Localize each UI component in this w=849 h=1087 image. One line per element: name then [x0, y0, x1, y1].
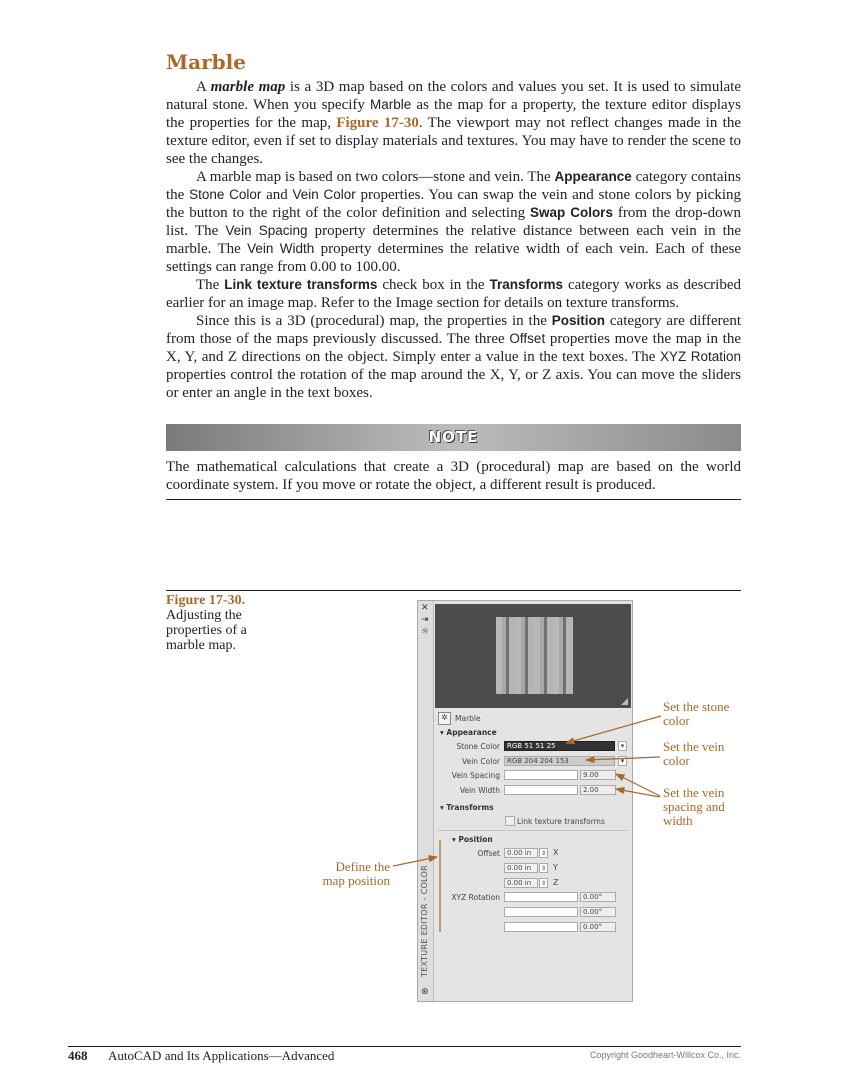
- vein-color-dropdown[interactable]: ▾: [618, 756, 627, 766]
- text-run: A marble map is based on two colors—stone and vein. The: [196, 169, 555, 185]
- vein-width-input[interactable]: 2.00: [580, 785, 616, 795]
- text-run: Swap Colors: [530, 205, 613, 220]
- text-run: Offset: [509, 331, 546, 346]
- close-icon[interactable]: ✕: [421, 603, 429, 613]
- offset-label: Offset: [477, 849, 500, 858]
- text-run: property determines the relative distance between each vein in the marble. The: [166, 223, 742, 257]
- text-run: Link texture transforms: [224, 277, 378, 292]
- stone-color-label: Stone Color: [456, 742, 500, 751]
- stone-annotation: Set the stone color: [663, 699, 730, 728]
- figure-caption-text: Adjusting the properties of a marble map.: [166, 608, 247, 653]
- position-annotation: Define the map position: [322, 859, 390, 888]
- marble-map-icon: ✲: [438, 712, 451, 725]
- position-arrow: [393, 857, 437, 866]
- text-run: and: [261, 187, 293, 203]
- stone-arrow: [566, 716, 661, 743]
- page-number: 468: [68, 1048, 88, 1063]
- transforms-label: Transforms: [446, 803, 494, 812]
- text-run: category contains the: [166, 169, 741, 203]
- text-run: is a 3D map based on the colors and values you set. It is used to simulate natural stone. When you specify: [166, 79, 742, 113]
- text-run: Stone Color: [189, 187, 262, 202]
- section-heading: Marble: [166, 50, 246, 74]
- properties-icon[interactable]: ☼: [421, 627, 430, 637]
- text-run: property determines the relative width of each vein. Each of these settings can range from 0.00 to 100.00.: [166, 241, 741, 275]
- vein-annotation: Set the vein color: [663, 739, 725, 768]
- text-run: Appearance: [554, 169, 632, 184]
- text-run: as the map for a property, the texture editor displays the properties for the map,: [166, 97, 742, 131]
- text-run: Since this is a 3D (procedural) map, the properties in the: [196, 313, 552, 329]
- rotation-input[interactable]: 0.00°: [580, 907, 616, 917]
- text-run: . The viewport may not reflect changes made in the texture editor, even if set to display materials and textures. You may have to render the scene to see the changes.: [166, 115, 741, 167]
- xyz-rotation-label: XYZ Rotation: [451, 893, 500, 902]
- figure-number: Figure 17-30.: [166, 593, 246, 608]
- text-run: XYZ Rotation: [659, 349, 741, 364]
- text-run: check box in the: [377, 277, 490, 293]
- note-text: The mathematical calculations that create a 3D (procedural) map are based on the world coordinate system. If you move or rotate the object, a different result is produced.: [166, 459, 741, 493]
- transforms-header[interactable]: ▾ Transforms: [440, 803, 494, 812]
- text-run: marble map: [210, 79, 286, 95]
- book-title: AutoCAD and Its Applications—Advanced: [108, 1048, 335, 1063]
- text-run: from the drop-down list. The: [166, 205, 742, 239]
- vein-color-label: Vein Color: [462, 757, 500, 766]
- figure-reference-link[interactable]: Figure 17-30: [336, 115, 419, 131]
- position-label: Position: [458, 835, 493, 844]
- text-run: category are different from those of the maps previously discussed. The three: [166, 313, 741, 347]
- vein-spacing-input[interactable]: 9.00: [580, 770, 616, 780]
- map-name: Marble: [455, 714, 481, 723]
- rotation-input[interactable]: 0.00°: [580, 922, 616, 932]
- text-run: Vein Color: [292, 187, 356, 202]
- axis-label: X: [553, 848, 559, 857]
- appearance-header[interactable]: ▾ Appearance: [440, 728, 497, 737]
- stone-color-field[interactable]: RGB 51 51 25: [504, 741, 615, 751]
- axis-label: Z: [553, 878, 559, 887]
- text-run: Position: [551, 313, 606, 328]
- text-run: A: [196, 79, 211, 95]
- offset-input[interactable]: 0.00 in: [504, 863, 538, 873]
- text-run: Vein Width: [247, 241, 315, 256]
- panel-title: TEXTURE EDITOR - COLOR: [420, 865, 429, 977]
- texture-icon: ⊛: [421, 987, 429, 997]
- spinner-icon[interactable]: ⇕: [540, 850, 547, 857]
- rotation-input[interactable]: 0.00°: [580, 892, 616, 902]
- text-run: properties. You can swap the vein and stone colors by picking the button to the right of the color definition and selecting: [166, 187, 741, 221]
- vein-spacing-label: Vein Spacing: [451, 771, 500, 780]
- text-run: Marble: [370, 97, 412, 112]
- vein-width-label: Vein Width: [459, 786, 500, 795]
- vein-arrow: [586, 757, 660, 760]
- auto-hide-icon[interactable]: ⇥: [421, 615, 429, 625]
- text-run: Vein Spacing: [225, 223, 308, 238]
- text-run: properties control the rotation of the map around the X, Y, or Z axis. You can move the sliders or enter an angle in the text boxes.: [166, 367, 741, 401]
- stone-color-dropdown[interactable]: ▾: [618, 741, 627, 751]
- page-footer: [68, 1046, 741, 1063]
- text-run: category works as described earlier for an image map. Refer to the Image section for details on texture transforms.: [166, 277, 741, 311]
- spacing-annotation: Set the vein spacing and width: [663, 785, 725, 828]
- offset-input[interactable]: 0.00 in: [504, 848, 538, 858]
- text-run: The: [196, 277, 225, 293]
- offset-input[interactable]: 0.00 in: [504, 878, 538, 888]
- spinner-icon[interactable]: ⇕: [540, 865, 547, 872]
- copyright: Copyright Goodheart-Willcox Co., Inc.: [589, 1050, 741, 1060]
- appearance-label: Appearance: [446, 728, 497, 737]
- axis-label: Y: [553, 863, 558, 872]
- position-header[interactable]: ▾ Position: [452, 835, 493, 844]
- note-title: NOTE: [428, 428, 479, 446]
- link-transforms-label: Link texture transforms: [517, 817, 605, 826]
- vein-color-field[interactable]: RGB 204 204 153: [504, 756, 615, 766]
- text-run: properties move the map in the X, Y, and Z directions on the object. Simply enter a value in the text boxes. The: [166, 331, 741, 365]
- spinner-icon[interactable]: ⇕: [540, 880, 547, 887]
- text-run: Transforms: [489, 277, 564, 292]
